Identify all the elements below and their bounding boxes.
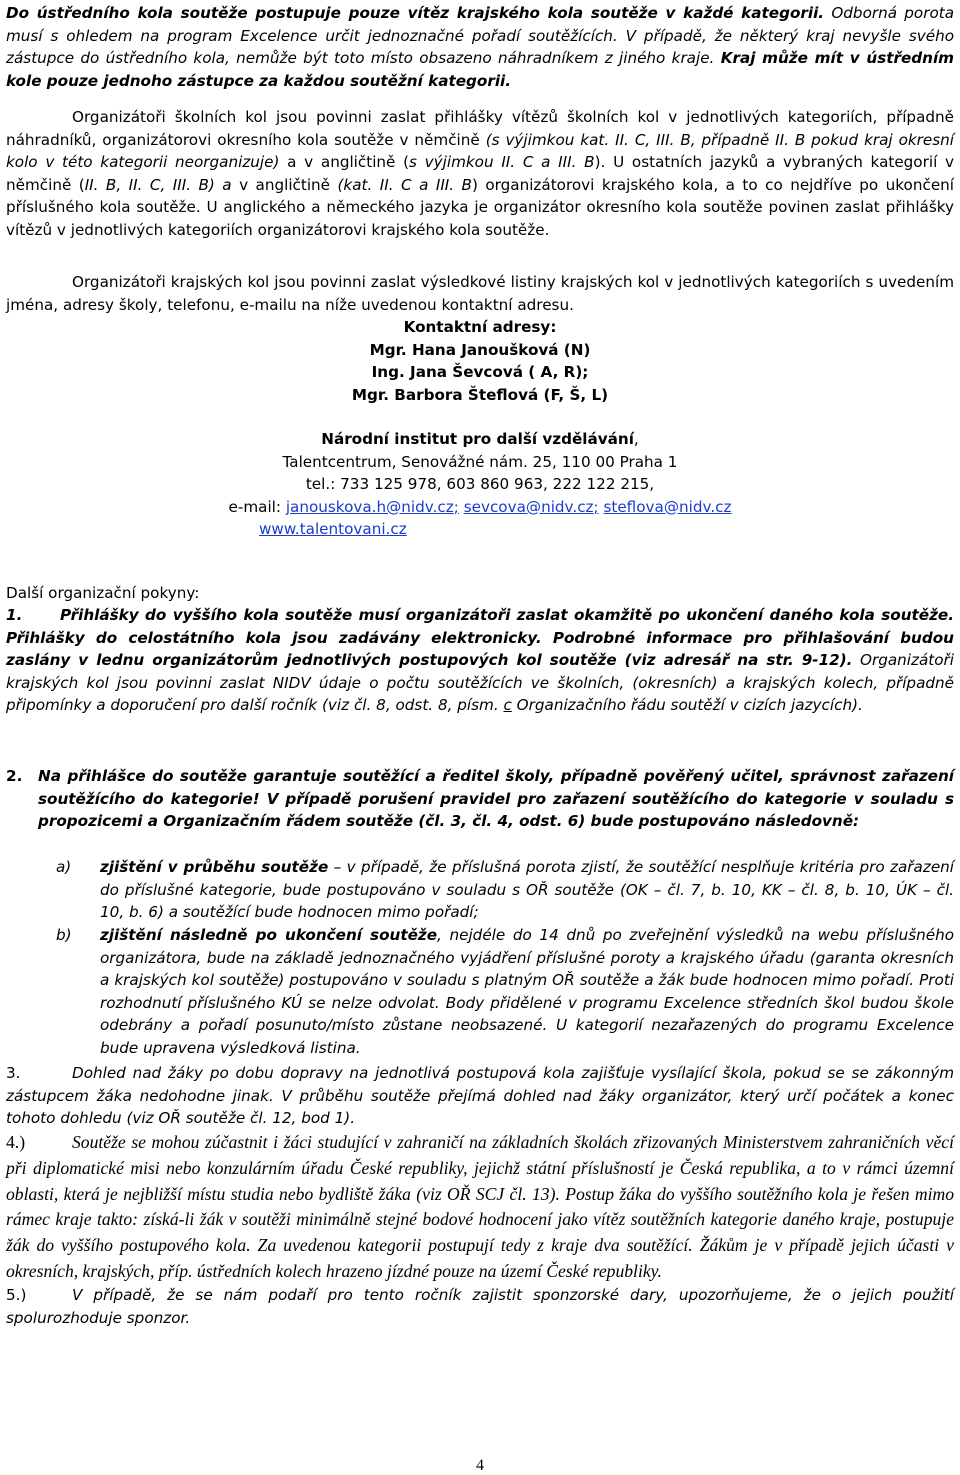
regional-round-paragraph	[6, 271, 954, 316]
para1-text-a: Organizátoři školních kol jsou povinni zaslat přihlášky vítězů školních kol v jednotlivých kategoriích, případně náhradníků, organizátorovi okresního kola soutěže v němčině	[6, 108, 954, 149]
para1-text-h: (kat. II. C a III. B	[337, 175, 472, 194]
contact-steflova: Mgr. Barbora Šteflová (F, Š, L)	[351, 385, 609, 404]
para1-text-b: (s výjimkou kat. II. C, III. B, případně II. B pokud kraj okresní kolo v této kategorii neorganizuje)	[6, 130, 955, 171]
item2-b-text: zjištění následně po ukončení soutěže, nejdéle do 14 dnů po zveřejnění výsledků na webu příslušného organizátora, bude na základě jednoznačného vyjádření příslušné poroty a krajského úřadu (garanta okresních a krajských kol soutěže) postupováno v souladu s platným OŘ soutěže a žák bude hodnocen mimo pořadí. Proti rozhodnutí příslušného KÚ se nelze odvolat. Body přidělené v programu Excelence středních škol budou škole odebrány a pořadí posunuto/místo zůstane neobsazené. U kategorií nezařazených do programu Excelence bude upravena výsledková listina.	[100, 926, 954, 1057]
instruction-item-3: 3. Dohled nad žáky po dobu dopravy na jednotlivá postupová kola zajišťuje vysílající škola, pokud se se zákonným zástupcem žáka nedohodne jinak. V průběhu soutěže přejímá dohled nad žáky organizátor, který určí počátek a konec tohoto dohledu (viz OŘ soutěže čl. 12, bod 1).	[6, 1064, 954, 1127]
organization-phone: tel.: 733 125 978, 603 860 963, 222 122 215,	[305, 475, 655, 493]
intro-paragraph	[6, 2, 954, 92]
intro-line-2: Odborná porota musí s ohledem na program Excelence určit jednoznačné pořadí soutěžících. V případě, že některý kraj nevyšle svého zástupce do ústředního kola, nemůže být toto místo obsazeno náhradníkem z jiného kraje.	[6, 4, 955, 67]
contact-sevcova: Ing. Jana Ševcová ( A, R);	[371, 363, 589, 381]
para1-text-g: v angličtině	[239, 175, 331, 194]
item2-a-label: a)	[56, 858, 72, 876]
intro-line-1: Do ústředního kola soutěže postupuje pouze vítěz krajského kola soutěže v každé kategorii.	[6, 4, 825, 22]
instructions-heading: Další organizační pokyny:	[6, 584, 200, 602]
instruction-item-2: 2. Na přihlášce do soutěže garantuje soutěžící a ředitel školy, případně pověřený učitel, správnost zařazení soutěžícího do kategorie! V případě porušení pravidel pro zařazení soutěžícího do kategorie v souladu s propozicemi a Organizačním řádem soutěže (čl. 3, čl. 4, odst. 6) bude postupováno následovně:	[6, 767, 954, 830]
intro-line-3: Kraj může mít v ústředním kole pouze jednoho zástupce za každou soutěžní kategorii.	[6, 49, 954, 90]
para2-text: Organizátoři krajských kol jsou povinni zaslat výsledkové listiny krajských kol v jednotlivých kategoriích s uvedením jména, adresy školy, telefonu, e-mailu na níže uvedenou kontaktní adresu.	[6, 273, 954, 314]
item1-text-b: Organizačního řádu soutěží v cizích jazycích).	[516, 696, 863, 714]
school-round-paragraph	[6, 106, 954, 241]
organization-address: Talentcentrum, Senovážné nám. 25, 110 00 Praha 1	[282, 452, 678, 471]
instruction-item-1: 1. Přihlášky do vyššího kola soutěže musí organizátoři zaslat okamžitě po ukončení daného kola soutěže. Přihlášky do celostátního kola jsou zadávány elektronicky. Podrobné informace pro přihlašování budou zaslány v lednu organizátorům jednotlivých postupových kol soutěže (viz adresář na str. 9-12). Organizátoři krajských kol jsou povinni zaslat NIDV údaje o počtu soutěžících ve školních, (okresních) a krajských kolech, případně připomínky a doporučení pro další ročník (viz čl. 8, odst. 8, písm. c Organizačního řádu soutěží v cizích jazycích).	[6, 606, 954, 714]
contacts-block	[6, 316, 954, 541]
instruction-item-5: 5.) V případě, že se nám podaří pro tento ročník zajistit sponzorské dary, upozorňujeme, že o jejich použití spolurozhoduje sponzor.	[6, 1286, 954, 1327]
instruction-item-4: 4.) Soutěže se mohou zúčastnit i žáci studující v zahraničí na základních školách zřizovaných Ministerstvem zahraničních věcí při diplomatické misi nebo konzulárním úřadu České republiky, jejichž státní příslušností je Česká republika, a to v rámci územní oblasti, která je nejbližší místu studia nebo bydliště žáka (viz OŘ SCJ čl. 13). Postup žáka do vyššího soutěžního kola je řešen mimo rámec kraje takto: získá-li žák v soutěži minimálně stejné bodové hodnocení jako vítěz soutěžních kategorie daného kraje, postupuje žák do vyššího postupového kola. Za uvedenou kategorii postupují tedy z kraje dva soutěžící. Žákům je v případě jejich účasti v okresních, krajských, příp. ústředních kolech hrazeno jízdné pouze na území České republiky.	[6, 1132, 954, 1281]
organization-name: Národní institut pro další vzdělávání,	[321, 430, 639, 448]
para1-text-c: a v angličtině (	[287, 153, 410, 171]
contact-janouskova: Mgr. Hana Janoušková (N)	[369, 340, 591, 359]
item2-bold-text: Na přihlášce do soutěže garantuje soutěžící a ředitel školy, případně pověřený učitel, správnost zařazení soutěžícího do kategorie! V případě porušení pravidel pro zařazení soutěžícího do kategorie v souladu s propozicemi a Organizačním řádem soutěže (čl. 3, čl. 4, odst. 6) bude postupováno následovně:	[38, 767, 954, 830]
organization-emails: e-mail: janouskova.h@nidv.cz; sevcova@nidv.cz; steflova@nidv.cz	[228, 497, 732, 516]
item2-a-text: zjištění v průběhu soutěže – v případě, že příslušná porota zjistí, že soutěžící nesplňuje kritéria pro zařazení do příslušné kategorie, bude postupováno v souladu s OŘ soutěže (OK – čl. 7, b. 10, KK – čl. 8, b. 10, ÚK – čl. 10, b. 6) a soutěžící bude hodnocen mimo pořadí;	[100, 858, 955, 921]
page-number: 4	[476, 1457, 484, 1474]
para1-text-f: II. B, II. C, III. B) a	[84, 175, 232, 194]
contacts-heading: Kontaktní adresy:	[403, 318, 557, 336]
para1-text-d: s výjimkou II. C a III. B	[409, 153, 595, 171]
email-link-steflova[interactable]: steflova@nidv.cz	[603, 497, 732, 516]
website-link[interactable]: www.talentovani.cz	[259, 520, 407, 538]
item2-b-label: b)	[56, 926, 72, 944]
para1-text-i: ) organizátorovi krajského kola, a to co nejdříve po ukončení příslušného kola soutěže. U anglického a německého jazyka je organizátor okresního kola soutěže povinen zaslat přihlášky vítězů v jednotlivých kategoriích organizátorovi krajského kola soutěže.	[6, 175, 955, 239]
item1-text-a: Organizátoři krajských kol jsou povinni zaslat NIDV údaje o počtu soutěžících ve školních, (okresních) a krajských kolech, případně připomínky a doporučení pro další ročník (viz čl. 8, odst. 8, písm.	[6, 651, 954, 714]
email-link-janouskova[interactable]: janouskova.h@nidv.cz	[285, 497, 454, 516]
para1-text-e: ). U ostatních jazyků a vybraných kategorií v němčině (	[6, 153, 954, 194]
email-link-sevcova[interactable]: sevcova@nidv.cz	[463, 497, 594, 516]
item1-bold-text: Přihlášky do vyššího kola soutěže musí organizátoři zaslat okamžitě po ukončení daného kola soutěže. Přihlášky do celostátního kola jsou zadávány elektronicky. Podrobné informace pro přihlašování budou zaslány v lednu organizátorům jednotlivých postupových kol soutěže (viz adresář na str. 9-12).	[6, 606, 954, 669]
